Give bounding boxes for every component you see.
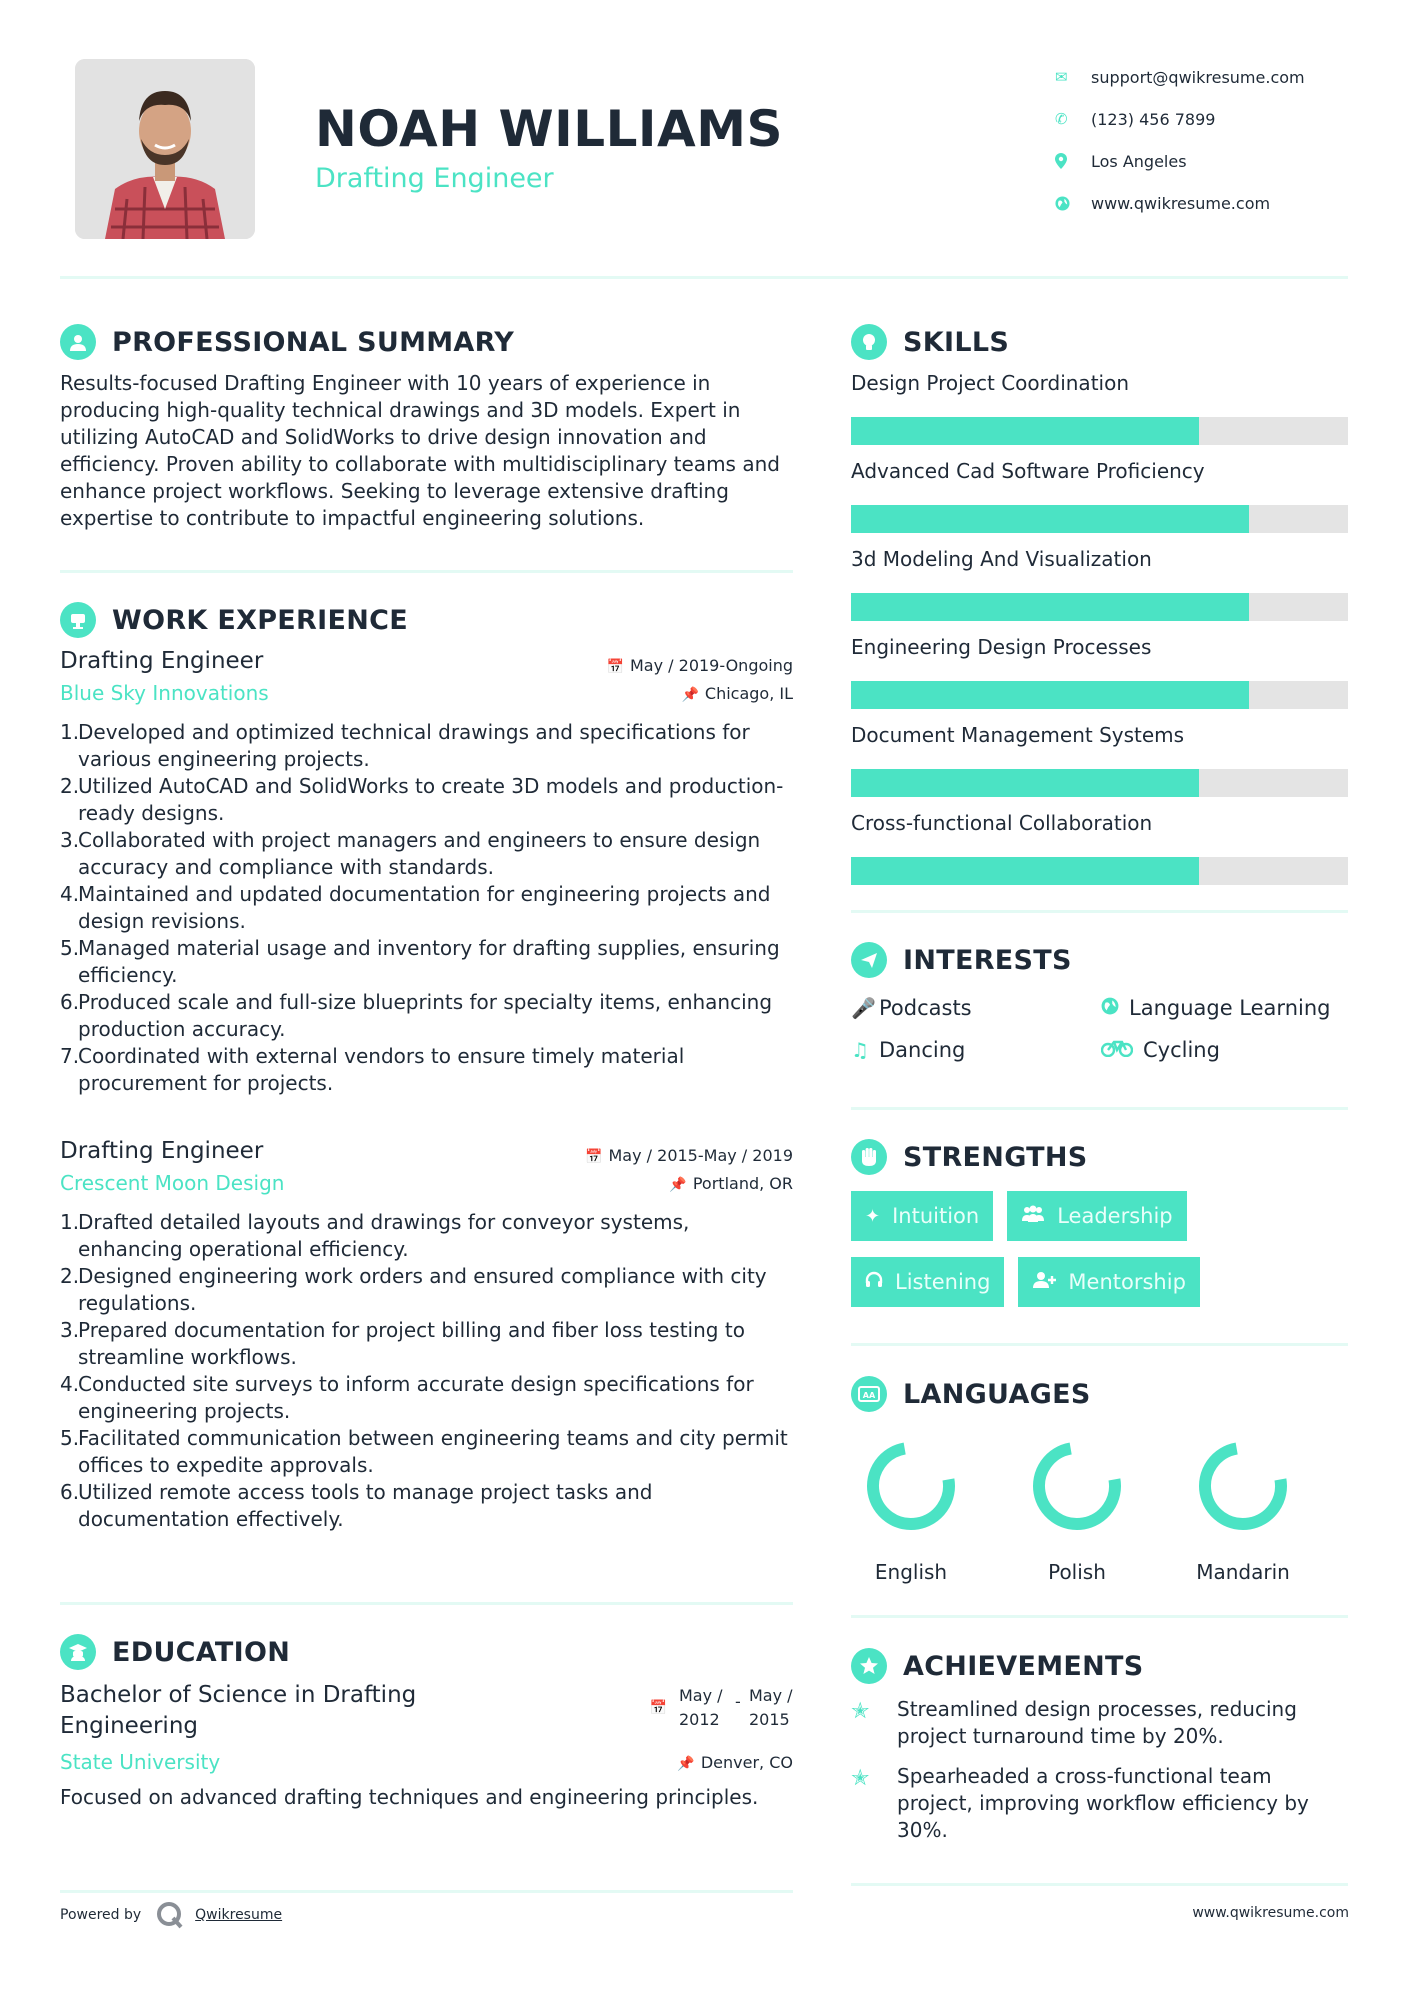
strength-label: Listening [895, 1270, 991, 1294]
achievement-text: Spearheaded a cross-functional team project, improving workflow efficiency by 30%. [897, 1764, 1309, 1842]
education-location-text: Denver, CO [700, 1752, 793, 1772]
skill-bar [851, 593, 1348, 621]
edu-end-year: 2015 [749, 1710, 790, 1729]
job-date [585, 1146, 793, 1165]
skill-name: Advanced Cad Software Proficiency [851, 459, 1205, 483]
skill-item [851, 458, 1348, 533]
job-date [607, 656, 793, 675]
summary-title: PROFESSIONAL SUMMARY [112, 326, 515, 358]
phone-icon: ✆ [1055, 110, 1068, 128]
language-ring-arc [1033, 1442, 1121, 1530]
degree-title: Bachelor of Science in Drafting Engineering [60, 1682, 417, 1739]
skill-name: Design Project Coordination [851, 371, 1129, 395]
interest-label: Dancing [879, 1038, 966, 1062]
job-entry [60, 648, 793, 1097]
envelope-icon: ✉ [1055, 68, 1068, 86]
achievement-item [851, 1763, 1348, 1844]
summary-divider [60, 570, 793, 573]
job-company: Blue Sky Innovations [60, 681, 269, 705]
list-item: 1. Developed and optimized technical drawings and specifications for various engineering projects. [60, 720, 750, 771]
contact-list [1055, 56, 1355, 224]
job-bullets [60, 719, 793, 1097]
interests-divider [851, 1107, 1348, 1110]
powered-by-label: Powered by [60, 1907, 142, 1923]
lightbulb-icon [851, 324, 887, 360]
strength-chip [1007, 1191, 1186, 1241]
skill-bar-fill [851, 857, 1199, 885]
interest-item [851, 996, 1101, 1020]
skill-bar [851, 769, 1348, 797]
skills-divider [851, 910, 1348, 913]
job-location [669, 1174, 793, 1193]
footer-powered-by [60, 1900, 282, 1930]
calendar-icon: 📅 [649, 1700, 667, 1716]
list-item: 4. Maintained and updated documentation for engineering projects and design revisions. [60, 882, 771, 933]
skill-item [851, 546, 1348, 621]
fist-icon [851, 1139, 887, 1175]
list-item: 3. Collaborated with project managers and engineers to ensure design accuracy and compliance with standards. [60, 828, 761, 879]
headphones-icon [865, 1271, 883, 1294]
work-divider [60, 1602, 793, 1605]
candidate-role: Drafting Engineer [315, 163, 554, 194]
calendar-icon: 📅 [585, 1149, 603, 1165]
users-icon [1021, 1205, 1045, 1228]
strengths-section [851, 1137, 1348, 1307]
languages-divider [851, 1615, 1348, 1618]
interest-item [1101, 996, 1348, 1020]
language-item [1183, 1436, 1303, 1584]
work-title: WORK EXPERIENCE [112, 604, 408, 636]
job-location-text: Portland, OR [692, 1173, 793, 1193]
skill-item [851, 370, 1348, 445]
language-item [1017, 1436, 1137, 1584]
list-item: 6. Produced scale and full-size blueprints for specialty items, enhancing production accuracy. [60, 990, 773, 1041]
list-item: 4. Conducted site surveys to inform accurate design specifications for engineering projects. [60, 1372, 754, 1423]
interest-item [851, 1038, 1101, 1062]
achievement-item [851, 1696, 1348, 1750]
skill-bar-fill [851, 769, 1199, 797]
skill-item [851, 810, 1348, 885]
strengths-title: STRENGTHS [903, 1141, 1088, 1173]
microphone-icon: 🎤 [851, 996, 876, 1020]
candidate-name: NOAH WILLIAMS [315, 100, 783, 158]
language-item [851, 1436, 971, 1584]
skills-section [851, 322, 1348, 898]
job-title: Drafting Engineer [60, 1138, 264, 1164]
contact-email[interactable] [1055, 56, 1355, 98]
edu-date-separator: - [735, 1692, 741, 1711]
language-name: Mandarin [1196, 1560, 1290, 1584]
list-item: 3. Prepared documentation for project billing and fiber loss testing to streamline workflows. [60, 1318, 745, 1369]
language-name: Polish [1048, 1560, 1106, 1584]
strengths-divider [851, 1343, 1348, 1346]
globe-icon [1101, 996, 1129, 1020]
qwikresume-link[interactable]: Qwikresume [195, 1907, 283, 1923]
interests-section [851, 940, 1348, 1062]
skill-bar [851, 857, 1348, 885]
contact-website[interactable] [1055, 182, 1355, 224]
contact-phone[interactable] [1055, 98, 1355, 140]
interests-title: INTERESTS [903, 944, 1072, 976]
interest-label: Cycling [1143, 1038, 1220, 1062]
pushpin-icon: 📌 [677, 1755, 695, 1772]
strength-chip [851, 1191, 993, 1241]
language-card-icon [851, 1376, 887, 1412]
star-icon: ✭ [851, 1699, 870, 1724]
graduate-icon [60, 1634, 96, 1670]
skill-name: Engineering Design Processes [851, 635, 1152, 659]
language-ring-arc [1199, 1442, 1287, 1530]
language-ring [1193, 1436, 1293, 1536]
skill-item [851, 634, 1348, 709]
star-badge-icon [851, 1648, 887, 1684]
qwikresume-logo-icon [155, 1900, 185, 1930]
summary-section [60, 322, 793, 532]
language-name: English [874, 1560, 948, 1584]
job-entry [60, 1138, 793, 1533]
strength-chip [1018, 1257, 1199, 1307]
job-location-text: Chicago, IL [704, 683, 793, 703]
skill-item [851, 722, 1348, 797]
interest-item [1101, 1038, 1348, 1062]
job-date-text: May / 2019-Ongoing [630, 656, 793, 675]
list-item: 2. Utilized AutoCAD and SolidWorks to create 3D models and production-ready designs. [60, 774, 784, 825]
skill-bar-fill [851, 505, 1249, 533]
edu-start-month: May / [679, 1686, 723, 1705]
achievements-section [851, 1646, 1348, 1844]
star-icon: ✭ [851, 1766, 870, 1791]
paper-plane-icon [851, 942, 887, 978]
calendar-icon: 📅 [606, 659, 624, 675]
skills-title: SKILLS [903, 326, 1010, 358]
languages-title: LANGUAGES [903, 1378, 1091, 1410]
interest-label: Podcasts [879, 996, 972, 1020]
strength-chip [851, 1257, 1004, 1307]
education-divider [60, 1890, 793, 1893]
job-title: Drafting Engineer [60, 648, 264, 674]
contact-location [1055, 140, 1355, 182]
interest-label: Language Learning [1129, 996, 1331, 1020]
skill-bar [851, 417, 1348, 445]
strength-label: Mentorship [1068, 1270, 1186, 1294]
job-bullets [60, 1209, 793, 1533]
user-icon [60, 324, 96, 360]
pushpin-icon: 📌 [669, 1176, 687, 1193]
job-date-text: May / 2015-May / 2019 [608, 1146, 793, 1165]
header-divider [60, 276, 1348, 279]
education-description: Focused on advanced drafting techniques and engineering principles. [60, 1785, 759, 1809]
skill-bar-fill [851, 681, 1249, 709]
skills-list [851, 370, 1348, 885]
education-location [677, 1753, 793, 1772]
work-section [60, 600, 793, 640]
briefcase-icon [60, 602, 96, 638]
contact-phone-text: (123) 456 7899 [1091, 109, 1216, 129]
strength-label: Intuition [892, 1204, 980, 1228]
school-name: State University [60, 1750, 221, 1774]
education-section [60, 1632, 793, 1811]
achievements-divider [851, 1883, 1348, 1886]
job-location [681, 684, 793, 703]
skill-name: Cross-functional Collaboration [851, 811, 1153, 835]
bicycle-icon [1101, 1038, 1143, 1062]
pushpin-icon: 📌 [681, 686, 699, 703]
skill-bar [851, 681, 1348, 709]
education-dates [650, 1684, 793, 1732]
achievements-title: ACHIEVEMENTS [903, 1650, 1144, 1682]
svg-text:AА: AА [862, 1391, 876, 1400]
list-item: 6. Utilized remote access tools to manage project tasks and documentation effectively. [60, 1480, 653, 1531]
contact-website-text: www.qwikresume.com [1091, 193, 1271, 213]
language-ring [1027, 1436, 1127, 1536]
achievement-text: Streamlined design processes, reducing project turnaround time by 20%. [897, 1697, 1297, 1748]
contact-location-text: Los Angeles [1091, 151, 1187, 171]
summary-text: Results-focused Drafting Engineer with 10 years of experience in producing high-quality technical drawings and 3D models. Expert in utilizing AutoCAD and SolidWorks to drive design innovation and efficiency. Proven ability to collaborate with multidisciplinary teams and enhance project workflows. Seeking to leverage extensive drafting expertise to contribute to impactful engineering solutions. [60, 371, 780, 530]
strength-label: Leadership [1057, 1204, 1173, 1228]
user-plus-icon [1032, 1271, 1056, 1294]
music-note-icon: ♫ [851, 1038, 869, 1062]
magic-wand-icon: ✦ [865, 1205, 881, 1227]
edu-start-year: 2012 [679, 1710, 720, 1729]
profile-photo [75, 59, 255, 239]
skill-bar-fill [851, 593, 1249, 621]
contact-email-text: support@qwikresume.com [1091, 67, 1305, 87]
list-item: 5. Facilitated communication between engineering teams and city permit offices to expedite approvals. [60, 1426, 788, 1477]
list-item: 7. Coordinated with external vendors to ensure timely material procurement for projects. [60, 1044, 685, 1095]
language-ring [861, 1436, 961, 1536]
globe-icon [1055, 196, 1091, 211]
languages-list [851, 1436, 1348, 1584]
skill-name: 3d Modeling And Visualization [851, 547, 1152, 571]
language-ring-arc [867, 1442, 955, 1530]
job-company: Crescent Moon Design [60, 1171, 285, 1195]
education-title: EDUCATION [112, 1636, 291, 1668]
skill-bar [851, 505, 1348, 533]
languages-section [851, 1374, 1348, 1584]
map-pin-icon [1055, 153, 1091, 169]
list-item: 1. Drafted detailed layouts and drawings for conveyor systems, enhancing operational efficiency. [60, 1210, 690, 1261]
edu-end-month: May / [749, 1686, 793, 1705]
list-item: 5. Managed material usage and inventory for drafting supplies, ensuring efficiency. [60, 936, 780, 987]
skill-name: Document Management Systems [851, 723, 1185, 747]
list-item: 2. Designed engineering work orders and ensured compliance with city regulations. [60, 1264, 767, 1315]
footer-website[interactable]: www.qwikresume.com [1192, 1905, 1349, 1921]
skill-bar-fill [851, 417, 1199, 445]
